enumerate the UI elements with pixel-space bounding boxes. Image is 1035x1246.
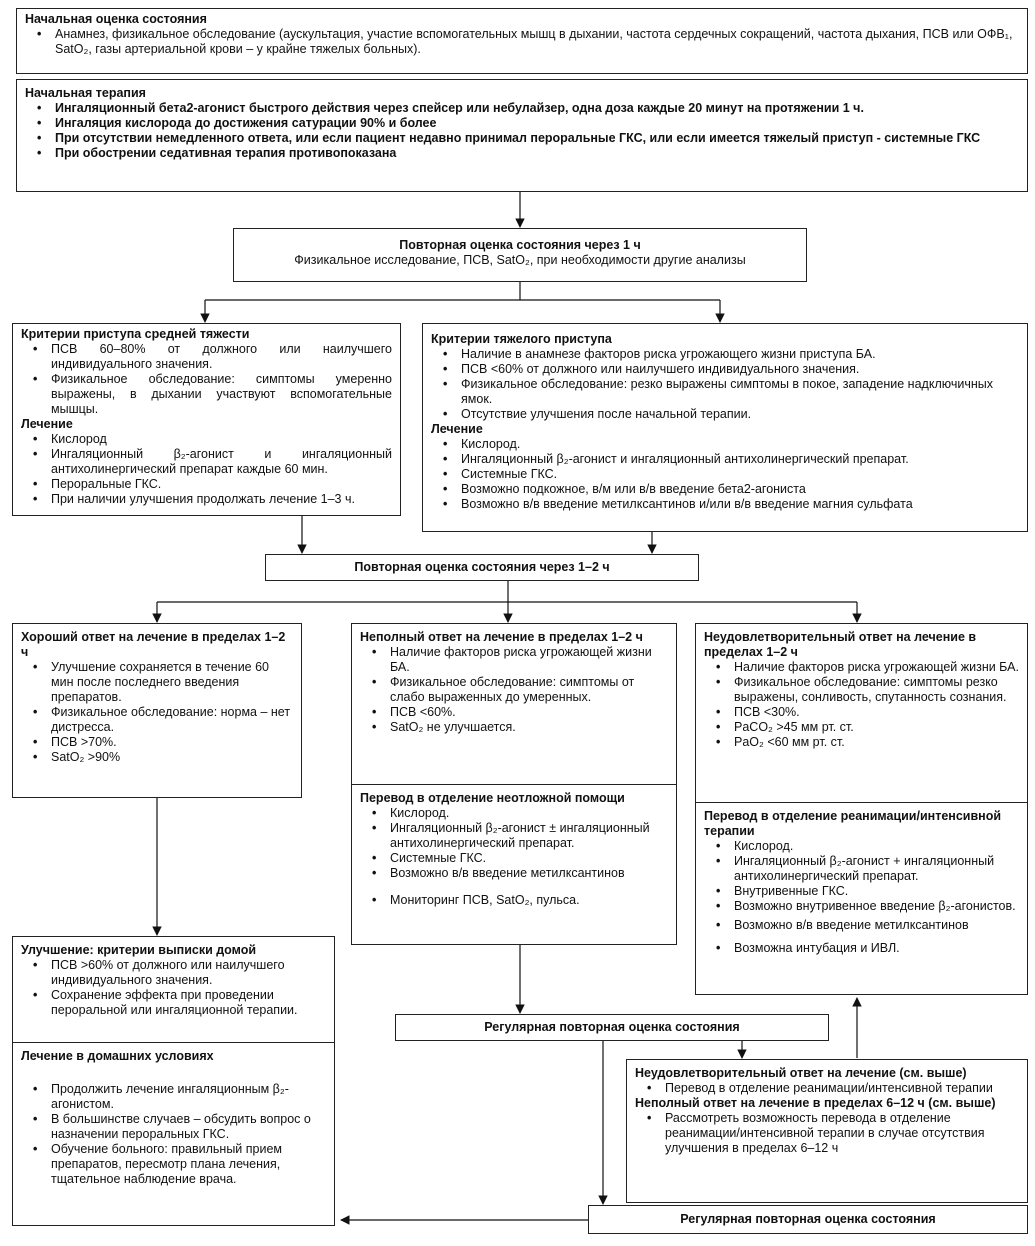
list-item: • Рассмотреть возможность перевода в отделение реанимации/интенсивной терапии в случае отсутствия улучшения в пределах 6–12 ч [649, 1111, 1019, 1156]
unsatisfactory-response-title: Неудовлетворительный ответ на лечение в пределах 1–2 ч [704, 630, 977, 659]
improvement-list [21, 958, 326, 1018]
list-item: • Ингаляционный бета2-агонист быстрого действия через спейсер или небулайзер, одна доза каждые 20 минут на протяжении 1 ч. [39, 101, 1019, 116]
list-item: • Физикальное обследование: симптомы от слабо выраженных до умеренных. [374, 675, 668, 705]
list-item: • Отсутствие улучшения после начальной терапии. [445, 407, 1019, 422]
list-item: • Возможно подкожное, в/м или в/в введение бета2-агониста [445, 482, 1019, 497]
list-item: • Продолжить лечение ингаляционным β₂-агонистом. [35, 1082, 326, 1112]
initial-assessment-list [25, 27, 1019, 57]
initial-therapy-list [25, 101, 1019, 161]
moderate-box [12, 323, 401, 516]
list-item: • Возможно внутривенное введение β₂-агонистов. [718, 899, 1019, 914]
list-item: • Ингаляционный β₂-агонист и ингаляционный антихолинергический препарат. [445, 452, 1019, 467]
list-item: • Физикальное обследование: симптомы умеренно выражены, в дыхании участвуют вспомогательные мышцы. [35, 372, 392, 417]
moderate-treatment-title: Лечение [21, 417, 73, 431]
improvement-title: Улучшение: критерии выписки домой [21, 943, 257, 957]
list-item: • ПСВ <60%. [374, 705, 668, 720]
list-item: • ПСВ >70%. [35, 735, 293, 750]
unsatisfactory-response-list [704, 660, 1019, 750]
list-item: • Обучение больного: правильный прием препаратов, пересмотр плана лечения, тщательное наблюдение врача. [35, 1142, 326, 1187]
list-item: • Перевод в отделение реанимации/интенсивной терапии [649, 1081, 1019, 1096]
followup-title-1: Неудовлетворительный ответ на лечение (см. выше) [635, 1066, 967, 1080]
good-response-title: Хороший ответ на лечение в пределах 1–2 ч [21, 630, 286, 659]
list-item: • PaO₂ <60 мм рт. ст. [718, 735, 1019, 750]
list-item: • Возможно в/в введение метилксантинов и/или в/в введение магния сульфата [445, 497, 1019, 512]
list-item: • Кислород. [718, 839, 1019, 854]
incomplete-response-box [351, 623, 677, 945]
reassess-1h-title: Повторная оценка состояния через 1 ч [399, 238, 641, 252]
incomplete-response-title: Неполный ответ на лечение в пределах 1–2 ч [360, 630, 643, 644]
list-item: • При наличии улучшения продолжать лечение 1–3 ч. [35, 492, 392, 507]
list-item: • Системные ГКС. [445, 467, 1019, 482]
followup-list-2 [635, 1111, 1019, 1156]
moderate-treatment-list [21, 432, 392, 507]
incomplete-response-list [360, 645, 668, 735]
er-transfer-list [360, 806, 668, 908]
reassess-1-2h-box [265, 554, 699, 581]
reassess-1h-box [233, 228, 807, 282]
home-treatment-list [21, 1082, 326, 1187]
initial-assessment-box [16, 8, 1028, 74]
followup-title-2: Неполный ответ на лечение в пределах 6–12 ч (см. выше) [635, 1096, 996, 1110]
list-item: • Кислород. [374, 806, 668, 821]
list-item: • Физикальное обследование: симптомы резко выражены, сонливость, спутанность сознания. [718, 675, 1019, 705]
list-item: • При обострении седативная терапия противопоказана [39, 146, 1019, 161]
moderate-criteria-list [21, 342, 392, 417]
list-item: • ПСВ 60–80% от должного или наилучшего индивидуального значения. [35, 342, 392, 372]
list-item: • Анамнез, физикальное обследование (аускультация, участие вспомогательных мышц в дыхании, частота сердечных сокращений, частота дыхания, ПСВ или ОФВ₁, SatO₂, газы артериальной крови – у крайне тяжелых больных). [39, 27, 1019, 57]
followup-box [626, 1059, 1028, 1203]
list-item: • При отсутствии немедленного ответа, или если пациент недавно принимал пероральные ГКС, или если имеется тяжелый приступ - системные ГКС [39, 131, 1019, 146]
er-transfer-title: Перевод в отделение неотложной помощи [360, 791, 625, 805]
list-item: • Улучшение сохраняется в течение 60 мин после последнего введения препаратов. [35, 660, 293, 705]
list-item: • Возможна интубация и ИВЛ. [718, 941, 1019, 956]
list-item: • Возможно в/в введение метилксантинов [374, 866, 668, 881]
icu-transfer-title: Перевод в отделение реанимации/интенсивной терапии [704, 809, 1002, 838]
list-item: • ПСВ <60% от должного или наилучшего индивидуального значения. [445, 362, 1019, 377]
followup-list-1 [635, 1081, 1019, 1096]
moderate-title: Критерии приступа средней тяжести [21, 327, 250, 341]
severe-box [422, 323, 1028, 532]
reassess-1h-text: Физикальное исследование, ПСВ, SatO₂, при необходимости другие анализы [294, 253, 746, 267]
unsatisfactory-response-box [695, 623, 1028, 995]
home-treatment-title: Лечение в домашних условиях [21, 1049, 214, 1063]
list-item: • Ингаляционный β₂-агонист + ингаляционный антихолинергический препарат. [718, 854, 1019, 884]
regular-reassess-box-2 [588, 1205, 1028, 1234]
regular-reassess-title-1: Регулярная повторная оценка состояния [484, 1020, 740, 1034]
good-response-list [21, 660, 293, 765]
severe-title: Критерии тяжелого приступа [431, 332, 612, 346]
list-item: • Системные ГКС. [374, 851, 668, 866]
list-item: • ПСВ >60% от должного или наилучшего индивидуального значения. [35, 958, 326, 988]
list-item: • Наличие факторов риска угрожающей жизни БА. [718, 660, 1019, 675]
list-item: • В большинстве случаев – обсудить вопрос о назначении пероральных ГКС. [35, 1112, 326, 1142]
regular-reassess-box-1 [395, 1014, 829, 1041]
list-item: • Сохранение эффекта при проведении пероральной или ингаляционной терапии. [35, 988, 326, 1018]
list-item: • SatO₂ не улучшается. [374, 720, 668, 735]
list-item: • PaCO₂ >45 мм рт. ст. [718, 720, 1019, 735]
list-item: • Наличие факторов риска угрожающей жизни БА. [374, 645, 668, 675]
list-item: • Возможно в/в введение метилксантинов [718, 918, 1019, 933]
list-item: • Кислород. [445, 437, 1019, 452]
list-item: • SatO₂ >90% [35, 750, 293, 765]
list-item: • Физикальное обследование: резко выражены симптомы в покое, западение надключичных ямок. [445, 377, 1019, 407]
list-item: • Наличие в анамнезе факторов риска угрожающего жизни приступа БА. [445, 347, 1019, 362]
initial-assessment-title: Начальная оценка состояния [25, 12, 207, 26]
list-item: • Мониторинг ПСВ, SatO₂, пульса. [374, 893, 668, 908]
initial-therapy-title: Начальная терапия [25, 86, 146, 100]
list-item: • Физикальное обследование: норма – нет дистресса. [35, 705, 293, 735]
list-item: • Ингаляционный β₂-агонист ± ингаляционный антихолинергический препарат. [374, 821, 668, 851]
improvement-box [12, 936, 335, 1226]
initial-therapy-box [16, 79, 1028, 192]
good-response-box [12, 623, 302, 798]
regular-reassess-title-2: Регулярная повторная оценка состояния [680, 1212, 936, 1226]
list-item: • Ингаляционный β₂-агонист и ингаляционный антихолинергический препарат каждые 60 мин. [35, 447, 392, 477]
list-item: • Пероральные ГКС. [35, 477, 392, 492]
severe-treatment-title: Лечение [431, 422, 483, 436]
severe-treatment-list [431, 437, 1019, 512]
icu-transfer-list [704, 839, 1019, 956]
list-item: • Кислород [35, 432, 392, 447]
list-item: • Внутривенные ГКС. [718, 884, 1019, 899]
severe-criteria-list [431, 347, 1019, 422]
list-item: • Ингаляция кислорода до достижения сатурации 90% и более [39, 116, 1019, 131]
list-item: • ПСВ <30%. [718, 705, 1019, 720]
reassess-1-2h-title: Повторная оценка состояния через 1–2 ч [354, 560, 610, 574]
